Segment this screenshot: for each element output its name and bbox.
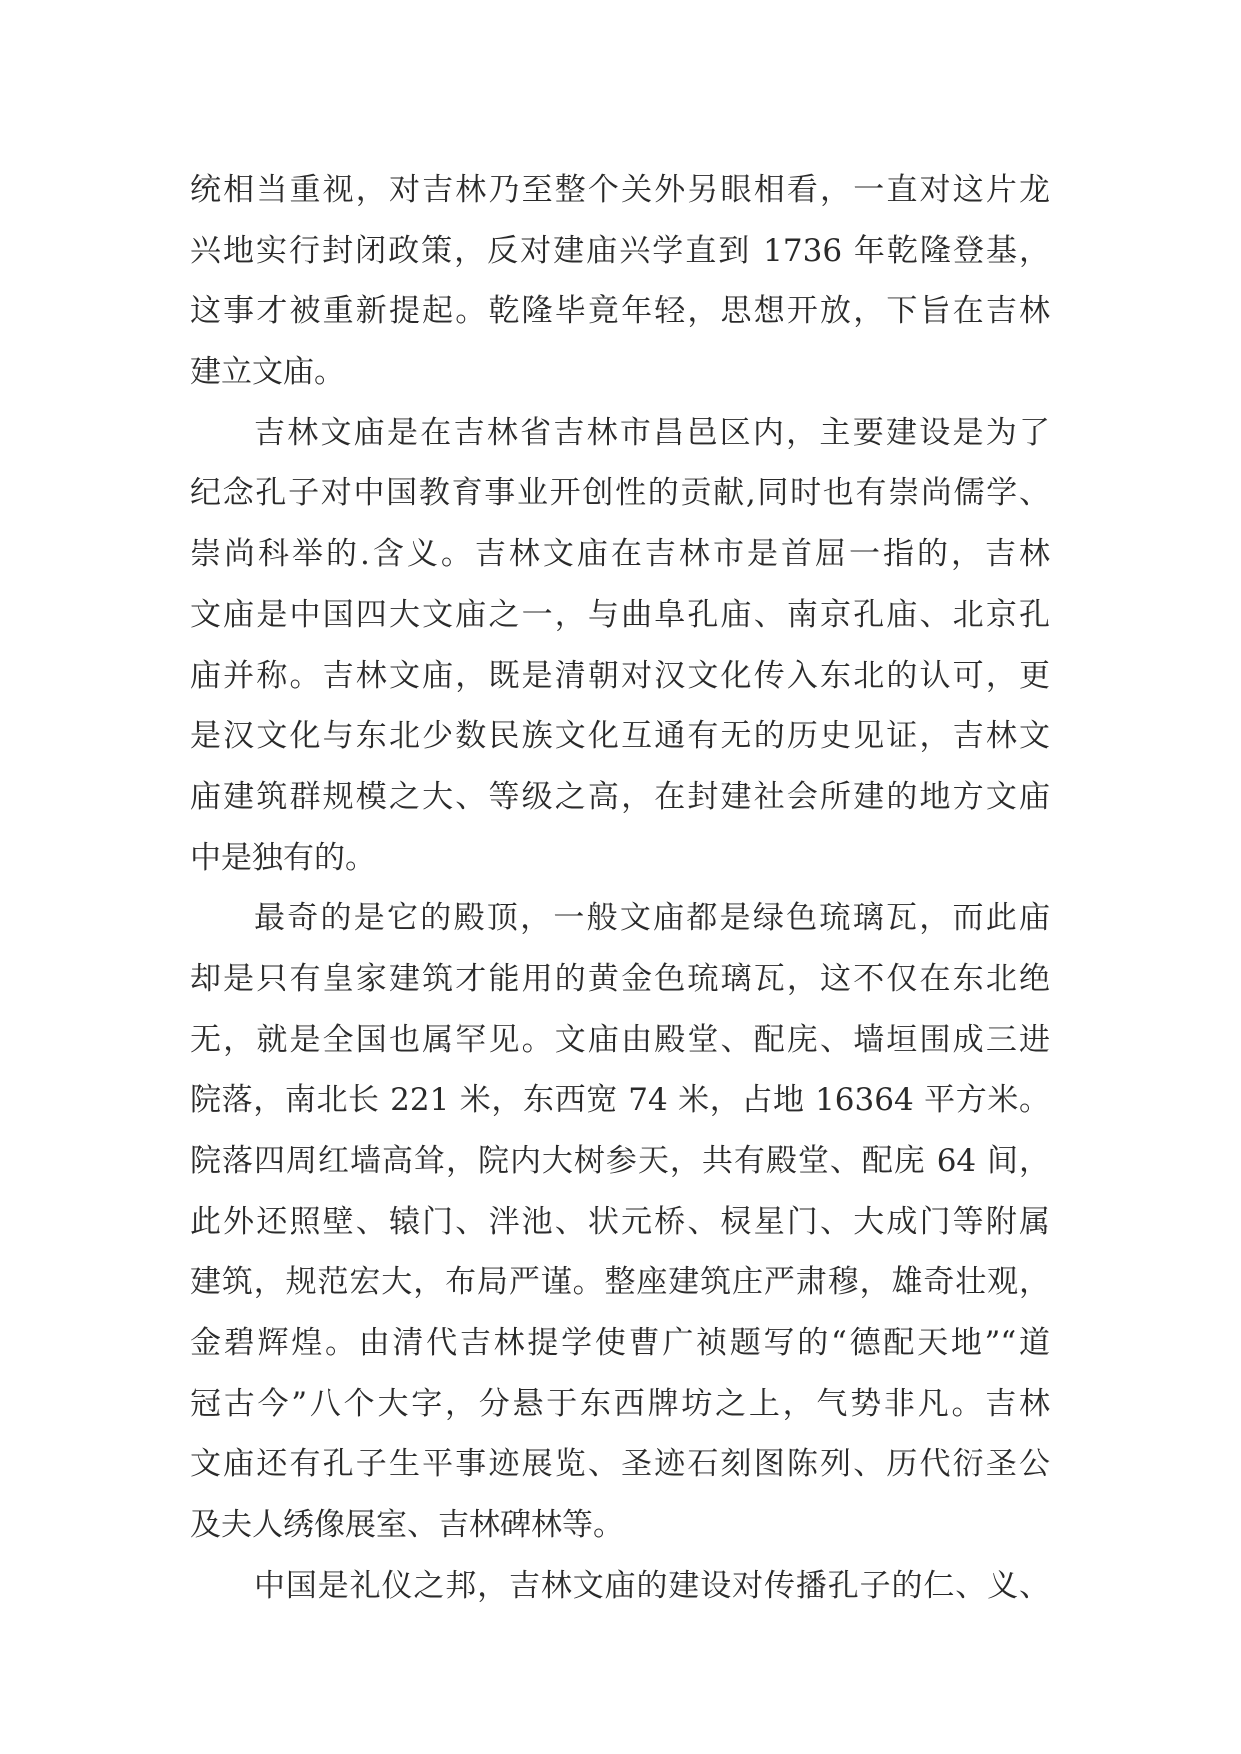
text-line: 庙建筑群规模之大、等级之高，在封建社会所建的地方文庙	[190, 778, 1050, 815]
text-line: 兴地实行封闭政策，反对建庙兴学直到 1736 年乾隆登基，	[190, 232, 1050, 269]
text-line: 建筑，规范宏大，布局严谨。整座建筑庄严肃穆，雄奇壮观，	[190, 1264, 1050, 1301]
text-line: 吉林文庙是在吉林省吉林市昌邑区内，主要建设是为了	[254, 414, 1050, 451]
text-line: 统相当重视，对吉林乃至整个关外另眼相看，一直对这片龙	[190, 172, 1050, 208]
text-line: 文庙是中国四大文庙之一，与曲阜孔庙、南京孔庙、北京孔	[190, 596, 1050, 633]
body-text	[190, 160, 1050, 1617]
text-line: 此外还照壁、辕门、泮池、状元桥、棂星门、大成门等附属	[190, 1203, 1050, 1240]
text-line: 中国是礼仪之邦，吉林文庙的建设对传播孔子的仁、义、	[254, 1567, 1050, 1604]
text-line: 这事才被重新提起。乾隆毕竟年轻，思想开放，下旨在吉林	[190, 293, 1050, 330]
paragraph	[190, 160, 1050, 403]
text-line: 及夫人绣像展室、吉林碑林等。	[190, 1507, 624, 1544]
text-line: 最奇的是它的殿顶，一般文庙都是绿色琉璃瓦，而此庙	[254, 900, 1050, 937]
text-line: 冠古今”八个大字，分悬于东西牌坊之上，气势非凡。吉林	[190, 1385, 1050, 1422]
text-line: 金碧辉煌。由清代吉林提学使曹广祯题写的“德配天地”“道	[190, 1325, 1050, 1362]
paragraph	[190, 403, 1050, 889]
text-line: 是汉文化与东北少数民族文化互通有无的历史见证，吉林文	[190, 718, 1050, 755]
text-line: 崇尚科举的.含义。吉林文庙在吉林市是首屈一指的，吉林	[190, 536, 1050, 573]
text-line: 却是只有皇家建筑才能用的黄金色琉璃瓦，这不仅在东北绝	[190, 960, 1050, 997]
text-line: 建立文庙。	[190, 354, 345, 391]
text-line: 无，就是全国也属罕见。文庙由殿堂、配庑、墙垣围成三进	[190, 1021, 1050, 1058]
paragraph	[190, 888, 1050, 1556]
text-line: 中是独有的。	[190, 839, 376, 876]
paragraph	[190, 1556, 1050, 1617]
text-line: 庙并称。吉林文庙，既是清朝对汉文化传入东北的认可，更	[190, 657, 1050, 694]
text-line: 纪念孔子对中国教育事业开创性的贡献,同时也有崇尚儒学、	[190, 475, 1050, 512]
text-line: 文庙还有孔子生平事迹展览、圣迹石刻图陈列、历代衍圣公	[190, 1446, 1050, 1483]
text-line: 院落，南北长 221 米，东西宽 74 米，占地 16364 平方米。	[190, 1082, 1050, 1119]
text-line: 院落四周红墙高耸，院内大树参天，共有殿堂、配庑 64 间，	[190, 1143, 1050, 1179]
